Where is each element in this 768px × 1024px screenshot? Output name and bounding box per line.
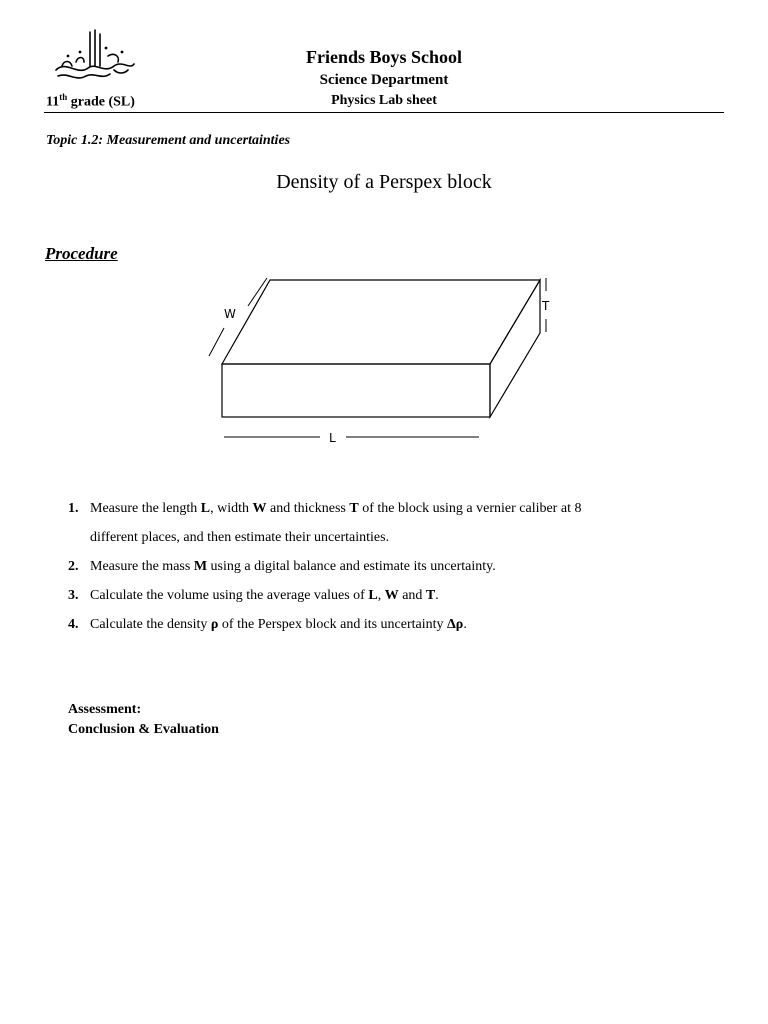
step-text: of the block using a vernier caliber at 8: [358, 501, 582, 516]
header-divider: [44, 112, 724, 113]
step-text: Calculate the volume using the average values of: [90, 588, 369, 603]
variable-density: ρ: [210, 617, 219, 632]
perspex-block-diagram: [200, 270, 560, 455]
school-name: Friends Boys School: [305, 47, 463, 67]
grade-number: 11: [46, 94, 60, 110]
sheet-type: Physics Lab sheet: [331, 93, 437, 108]
department-name: Science Department: [319, 72, 449, 88]
step-2: [68, 552, 708, 581]
step-number: 3.: [68, 588, 79, 603]
step-number: 4.: [68, 617, 79, 632]
step-number: 1.: [68, 501, 79, 516]
step-text: using a digital balance and estimate its uncertainty.: [207, 559, 496, 574]
assessment-subheading: Conclusion & Evaluation: [68, 722, 219, 737]
step-text: .: [463, 617, 467, 632]
step-text: Measure the mass: [90, 559, 194, 574]
block-side-face: [490, 280, 540, 417]
page-title: Density of a Perspex block: [276, 171, 492, 193]
assessment-block: [68, 700, 219, 740]
step-4: [68, 610, 708, 639]
step-1: [68, 494, 708, 552]
variable-thickness: T: [425, 588, 436, 603]
step-text: Calculate the density: [90, 617, 211, 632]
step-text: and thickness: [266, 501, 350, 516]
block-top-face: [222, 280, 540, 364]
variable-mass: M: [193, 559, 208, 574]
step-number: 2.: [68, 559, 79, 574]
thickness-label: T: [542, 299, 550, 313]
variable-width: W: [384, 588, 399, 603]
width-dimension-line-lower: [209, 328, 224, 356]
grade-rest: grade (SL): [67, 94, 135, 110]
step-text: ,: [377, 588, 385, 603]
variable-thickness: T: [349, 501, 359, 516]
variable-length: L: [200, 501, 211, 516]
topic-label: Topic 1.2: Measurement and uncertainties: [46, 133, 291, 148]
step-text: Measure the length: [90, 501, 201, 516]
step-text: different places, and then estimate their uncertainties.: [90, 530, 390, 545]
width-label: W: [224, 307, 236, 321]
step-text: of the Perspex block and its uncertainty: [218, 617, 448, 632]
step-3: [68, 581, 708, 610]
step-text: .: [435, 588, 439, 603]
block-front-face: [222, 364, 490, 417]
assessment-heading: Assessment:: [68, 702, 142, 717]
variable-density-uncertainty: Δρ: [447, 617, 464, 632]
procedure-steps: [68, 494, 708, 639]
step-text: , width: [210, 501, 253, 516]
length-label: L: [329, 431, 336, 445]
variable-length: L: [368, 588, 378, 603]
procedure-heading: Procedure: [45, 244, 118, 263]
grade-suffix: th: [59, 92, 68, 102]
step-text: and: [398, 588, 426, 603]
variable-width: W: [252, 501, 267, 516]
